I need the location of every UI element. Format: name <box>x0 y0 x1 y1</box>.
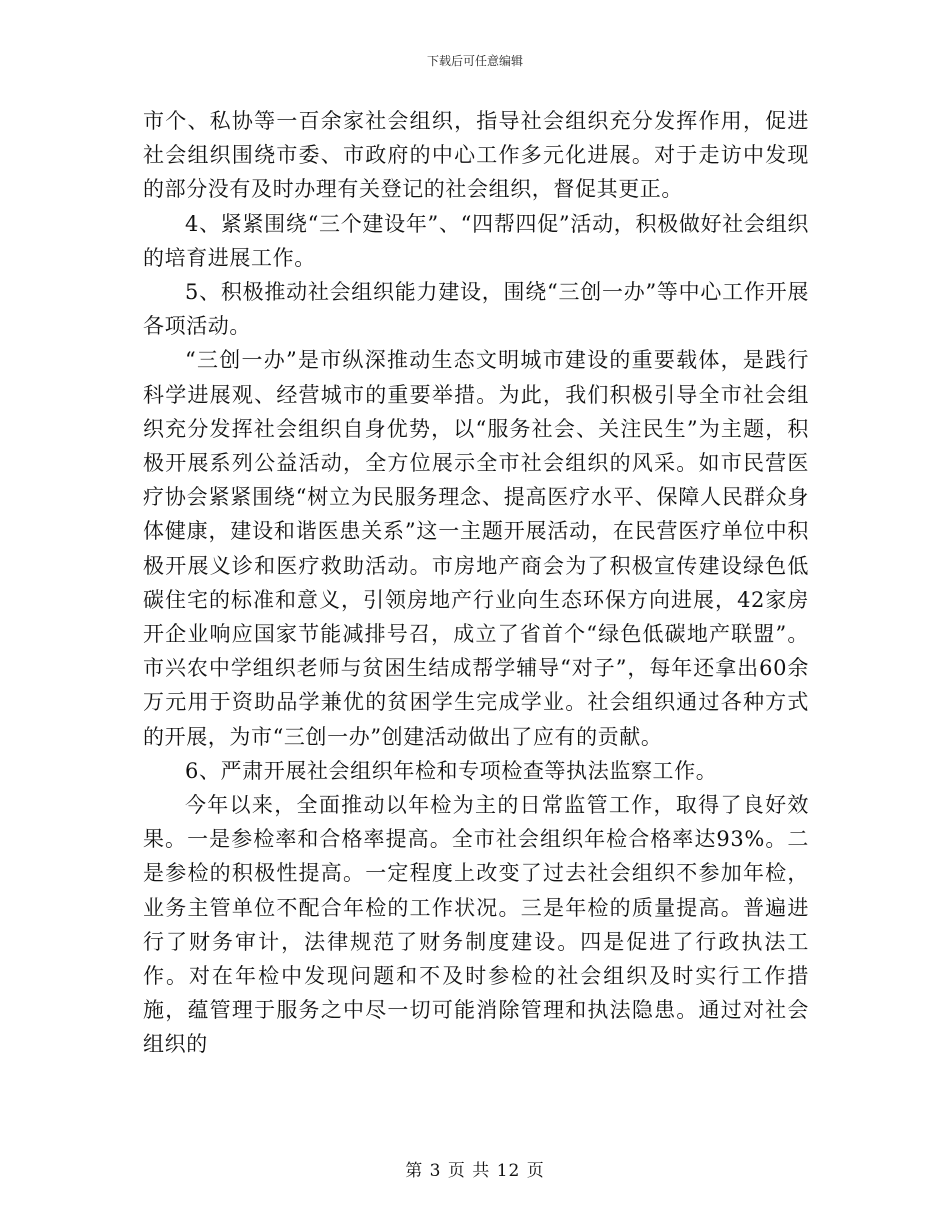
page-number-footer: 第 3 页 共 12 页 <box>405 1161 545 1181</box>
paragraph-4: “三创一办”是市纵深推动生态文明城市建设的重要载体，是践行科学进展观、经营城市的重要举措。为此，我们积极引导全市社会组织充分发挥社会组织自身优势，以“服务社会、关注民生”为主题，积极开展系列公益活动，全方位展示全市社会组织的风采。如市民营医疗协会紧紧围绕“树立为民服务理念、提高医疗水平、保障人民群众身体健康，建设和谐医患关系”这一主题开展活动，在民营医疗单位中积极开展义诊和医疗救助活动。市房地产商会为了积极宣传建设绿色低碳住宅的标准和意义，引领房地产行业向生态环保方向进展，42家房开企业响应国家节能减排号召，成立了省首个“绿色低碳地产联盟”。市兴农中学组织老师与贫困生结成帮学辅导“对子”，每年还拿出60余万元用于资助品学兼优的贫困学生完成学业。社会组织通过各种方式的开展，为市“三创一办”创建活动做出了应有的贡献。 <box>143 348 809 749</box>
paragraph-2: 4、紧紧围绕“三个建设年”、“四帮四促”活动，积极做好社会组织的培育进展工作。 <box>143 211 809 270</box>
page-header-note: 下载后可任意编辑 <box>426 54 523 68</box>
paragraph-6: 今年以来，全面推动以年检为主的日常监管工作，取得了良好效果。一是参检率和合格率提高。全市社会组织年检合格率达93%。二是参检的积极性提高。一定程度上改变了过去社会组织不参加年检，业务主管单位不配合年检的工作状况。三是年检的质量提高。普遍进行了财务审计，法律规范了财务制度建设。四是促进了行政执法工作。对在年检中发现问题和不及时参检的社会组织及时实行工作措施，蕴管理于服务之中尽一切可能消除管理和执法隐患。通过对社会组织的 <box>143 793 809 1057</box>
document-body <box>143 104 809 1062</box>
paragraph-5: 6、严肃开展社会组织年检和专项检查等执法监察工作。 <box>185 758 718 783</box>
paragraph-1: 市个、私协等一百余家社会组织，指导社会组织充分发挥作用，促进社会组织围绕市委、市政府的中心工作多元化进展。对于走访中发现的部分没有及时办理有关登记的社会组织，督促其更正。 <box>143 109 809 202</box>
paragraph-3: 5、积极推动社会组织能力建设，围绕“三创一办”等中心工作开展各项活动。 <box>143 280 809 339</box>
